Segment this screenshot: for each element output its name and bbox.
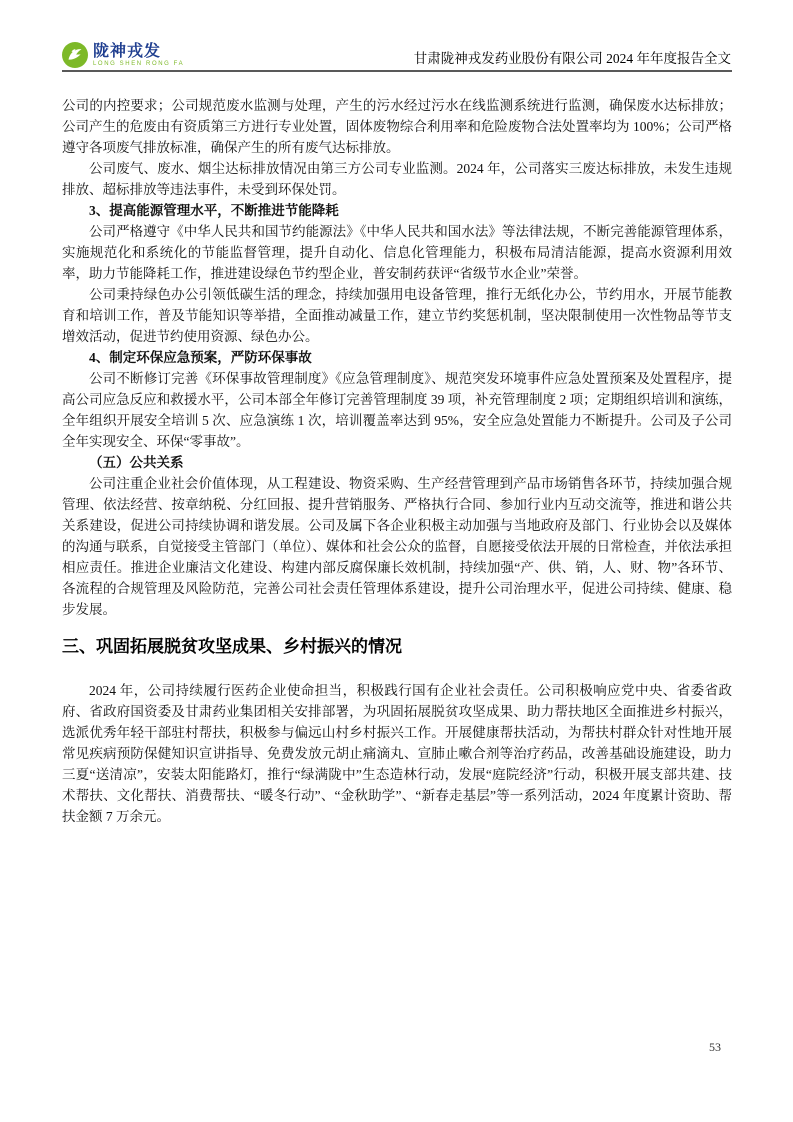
document-body bbox=[62, 95, 732, 827]
brand-name-cn: 陇神戎发 bbox=[93, 42, 162, 60]
subsection-heading: 4、制定环保应急预案，严防环保事故 bbox=[89, 350, 312, 365]
paragraph: 公司的内控要求；公司规范废水监测与处理，产生的污水经过污水在线监测系统进行监测，确保废水达标排放；公司产生的危废由有资质第三方进行专业处置，固体废物综合利用率和危险废物合法处置率均为 100%；公司严格遵守各项废气排放标准，确保产生的所有废气达标排放。 bbox=[62, 98, 732, 155]
paragraph: 公司严格遵守《中华人民共和国节约能源法》《中华人民共和国水法》等法律法规，不断完善能源管理体系，实施规范化和系统化的节能监督管理，提升自动化、信息化管理能力，积极布局清洁能源，提高水资源利用效率，助力节能降耗工作，推进建设绿色节约型企业，普安制药获评“省级节水企业”荣誉。 bbox=[62, 224, 732, 281]
paragraph: 公司废气、废水、烟尘达标排放情况由第三方公司专业监测。2024 年，公司落实三废达标排放，未发生违规排放、超标排放等违法事件，未受到环保处罚。 bbox=[62, 161, 732, 197]
subsection-heading: （五）公共关系 bbox=[89, 455, 184, 470]
page-header bbox=[62, 42, 731, 68]
brand-name-en: LONG SHEN RONG FA bbox=[93, 60, 185, 67]
paragraph: 2024 年，公司持续履行医药企业使命担当，积极践行国有企业社会责任。公司积极响应党中央、省委省政府、省政府国资委及甘肃药业集团相关安排部署，为巩固拓展脱贫攻坚成果、助力帮扶地区全面推进乡村振兴，选派优秀年轻干部驻村帮扶，积极参与偏远山村乡村振兴工作。开展健康帮扶活动，为帮扶村群众针对性地开展常见疾病预防保健知识宣讲指导、免费发放元胡止痛滴丸、宣肺止嗽合剂等治疗药品，改善基础设施建设，助力三夏“送清凉”，安装太阳能路灯，推行“绿满陇中”生态造林行动，发展“庭院经济”行动，积极开展支部共建、技术帮扶、文化帮扶、消费帮扶、“暖冬行动”、“金秋助学”、“新春走基层”等一系列活动，2024 年度累计资助、帮扶金额 7 万余元。 bbox=[62, 683, 732, 824]
page-number: 53 bbox=[709, 1040, 721, 1054]
document-title: 甘肃陇神戎发药业股份有限公司 2024 年年度报告全文 bbox=[413, 51, 731, 66]
subsection-heading: 3、提高能源管理水平，不断推进节能降耗 bbox=[89, 203, 339, 218]
logo-text bbox=[93, 43, 184, 68]
paragraph: 公司注重企业社会价值体现，从工程建设、物资采购、生产经营管理到产品市场销售各环节，持续加强合规管理、依法经营、按章纳税、分红回报、提升营销服务、严格执行合同、参加行业内互动交流等，推进和谐公共关系建设，促进公司持续协调和谐发展。公司及属下各企业积极主动加强与当地政府及部门、行业协会以及媒体的沟通与联系，自觉接受主管部门（单位）、媒体和社会公众的监督，自愿接受依法开展的日常检查，并依法承担相应责任。推进企业廉洁文化建设、构建内部反腐保廉长效机制，持续加强“产、供、销，人、财、物”各环节、各流程的合规管理及风险防范，完善公司社会责任管理体系建设，提升公司治理水平，促进公司持续、健康、稳步发展。 bbox=[62, 476, 732, 617]
section-heading: 三、巩固拓展脱贫攻坚成果、乡村振兴的情况 bbox=[62, 637, 402, 656]
company-logo bbox=[62, 42, 184, 68]
longshen-logo-icon bbox=[62, 42, 88, 68]
paragraph: 公司秉持绿色办公引领低碳生活的理念，持续加强用电设备管理，推行无纸化办公，节约用水，开展节能教育和培训工作，普及节能知识等举措，全面推动减量工作，建立节约奖惩机制，坚决限制使用一次性物品等节支增效活动，促进节约使用资源、绿色办公。 bbox=[62, 287, 732, 344]
header-divider bbox=[62, 70, 732, 72]
paragraph: 公司不断修订完善《环保事故管理制度》《应急管理制度》、规范突发环境事件应急处置预案及处置程序，提高公司应急反应和救援水平，公司本部全年修订完善管理制度 39 项，补充管理制度 2 项；定期组织培训和演练，全年组织开展安全培训 5 次、应急演练 1 次，培训覆盖率达到 95%，安全应急处置能力不断提升。公司及子公司全年实现安全、环保“零事故”。 bbox=[62, 371, 732, 449]
